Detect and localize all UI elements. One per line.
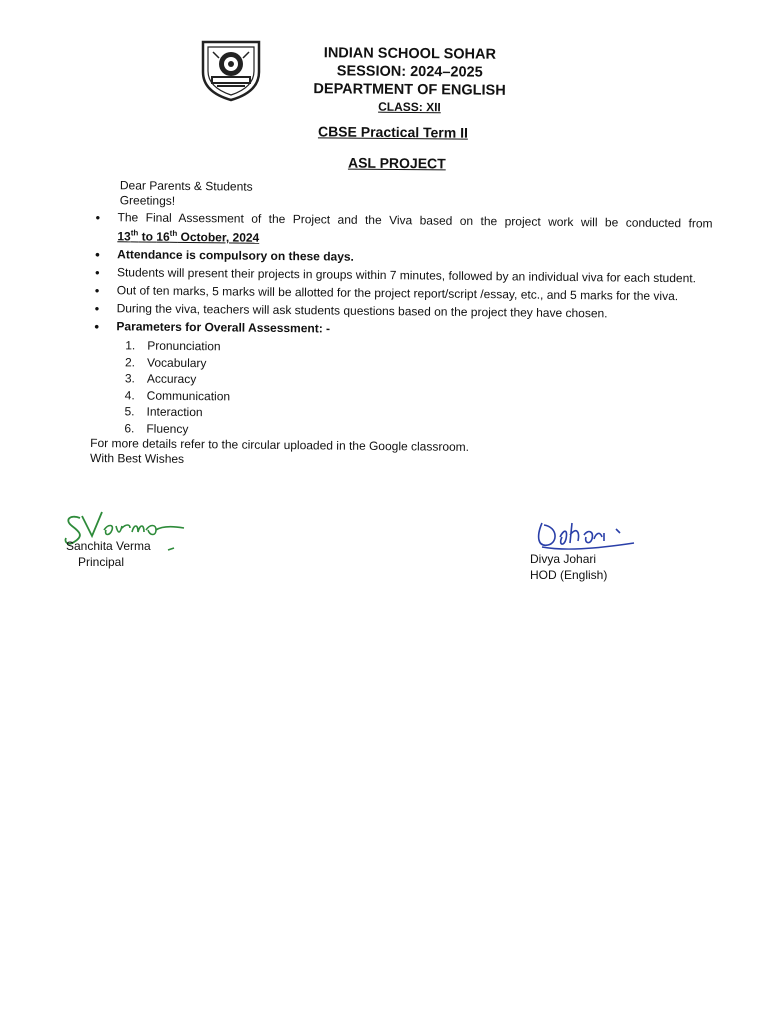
hod-role: HOD (English) [530, 568, 608, 582]
list-item: 2. Vocabulary [124, 354, 207, 370]
hod-signature [534, 517, 638, 553]
viva-text: During the viva, teachers will ask students questions based on the project they have chosen. [116, 301, 608, 321]
list-item [92, 210, 712, 250]
hod-name: Divya Johari [530, 552, 597, 566]
principal-block [66, 538, 151, 570]
list-item: 1. Pronunciation [125, 338, 221, 354]
project-title: ASL PROJECT [347, 154, 446, 172]
bullet-list [91, 210, 712, 340]
letter-body [90, 178, 713, 472]
more-details-note: For more details refer to the circular uploaded in the Google classroom. [90, 435, 470, 454]
assessment-text: • The Final Assessment of the Project and the Viva based on the project work will be conducted from [117, 210, 713, 231]
class-line: CLASS: XII [378, 99, 441, 115]
greeting: Greetings! [119, 193, 176, 208]
list-item: 5. Interaction [124, 404, 203, 420]
principal-name: Sanchita Verma [66, 539, 151, 553]
principal-role: Principal [78, 555, 125, 569]
school-name: INDIAN SCHOOL SOHAR [323, 45, 497, 63]
marks-text: Out of ten marks, 5 marks will be allotted for the project report/script /essay, etc., and 5 marks for the viva. [116, 283, 679, 304]
attendance-text: Attendance is compulsory on these days. [117, 247, 354, 264]
parameters-list [90, 337, 711, 442]
list-item: 6. Fluency [124, 420, 189, 436]
presentation-text: • Students will present their projects in groups within 7 minutes, followed by an individual viva for each student. [116, 265, 697, 286]
session-line: SESSION: 2024–2025 [336, 63, 483, 81]
hod-block [530, 551, 607, 583]
department-line: DEPARTMENT OF ENGLISH [313, 81, 506, 99]
salutation: Dear Parents & Students [119, 178, 253, 194]
closing-wishes: With Best Wishes [89, 450, 185, 466]
school-emblem-icon [199, 38, 263, 102]
parameters-heading: Parameters for Overall Assessment: - [116, 319, 331, 336]
list-item: 3. Accuracy [124, 371, 197, 387]
term-title: CBSE Practical Term II [317, 123, 468, 141]
list-item: 4. Communication [124, 387, 231, 403]
document-header [299, 44, 520, 116]
assessment-dates: 13th to 16th October, 2024 [117, 228, 260, 245]
